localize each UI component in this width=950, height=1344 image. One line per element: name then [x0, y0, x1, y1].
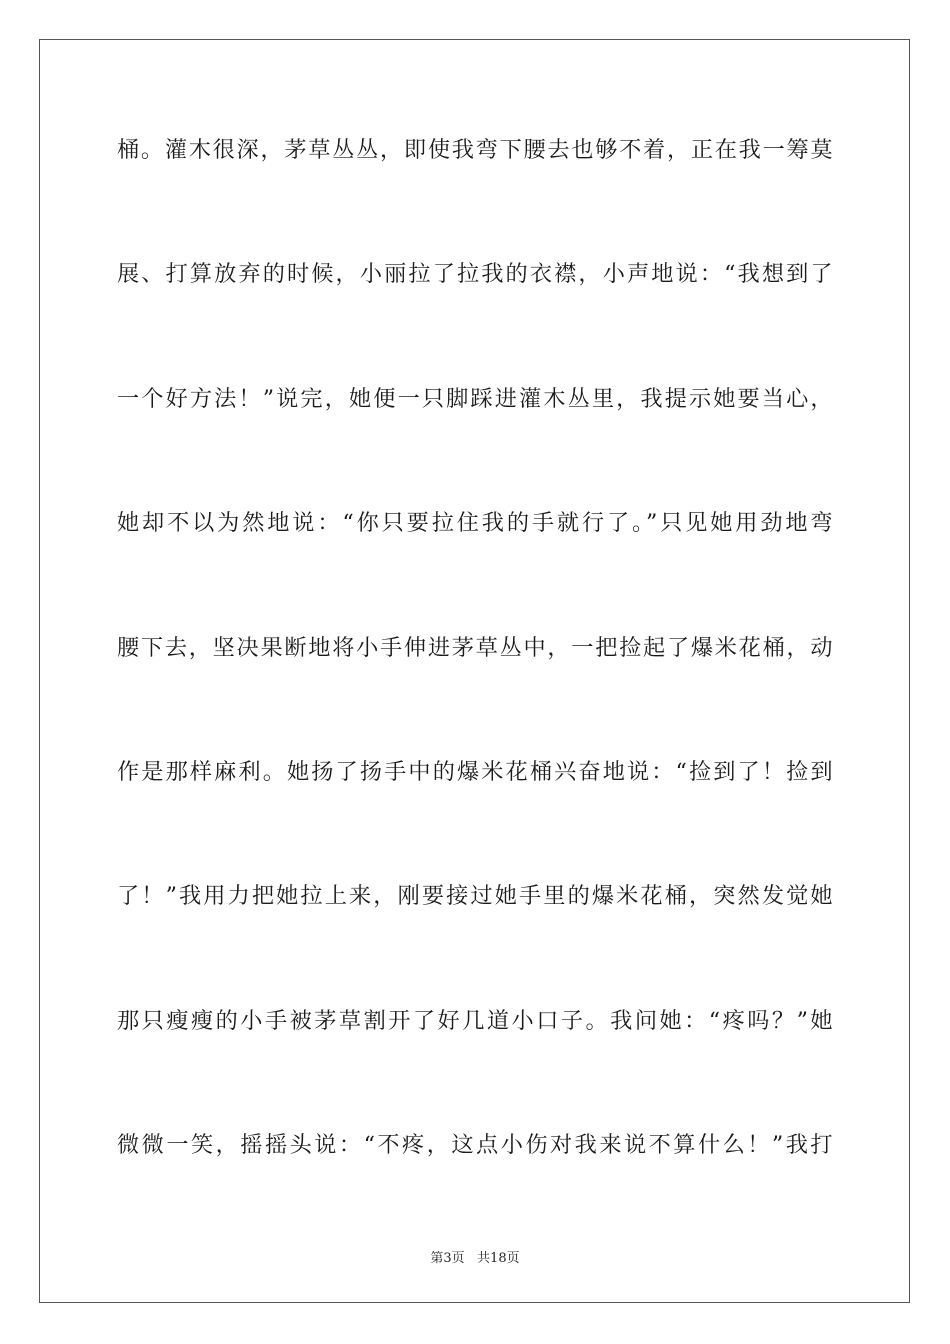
- page-border: [39, 39, 910, 1303]
- page-number-footer: 第3页 共18页: [430, 1251, 520, 1266]
- text-line: 腰下去，坚决果断地将小手伸进茅草丛中，一把捡起了爆米花桶，动: [117, 635, 833, 661]
- text-line: 了！”我用力把她拉上来，刚要接过她手里的爆米花桶，突然发觉她: [117, 883, 833, 909]
- text-line: 展、打算放弃的时候，小丽拉了拉我的衣襟，小声地说：“我想到了: [117, 261, 833, 287]
- text-line: 作是那样麻利。她扬了扬手中的爆米花桶兴奋地说：“捡到了！捡到: [117, 759, 833, 785]
- text-line: 她却不以为然地说：“你只要拉住我的手就行了。”只见她用劲地弯: [117, 510, 833, 536]
- text-line: 那只瘦瘦的小手被茅草割开了好几道小口子。我问她：“疼吗？”她: [117, 1008, 833, 1034]
- text-line: 桶。灌木很深，茅草丛丛，即使我弯下腰去也够不着，正在我一筹莫: [117, 137, 833, 163]
- text-line: 微微一笑，摇摇头说：“不疼，这点小伤对我来说不算什么！”我打: [117, 1132, 833, 1158]
- text-line: 一个好方法！”说完，她便一只脚踩进灌木丛里，我提示她要当心，: [117, 386, 833, 412]
